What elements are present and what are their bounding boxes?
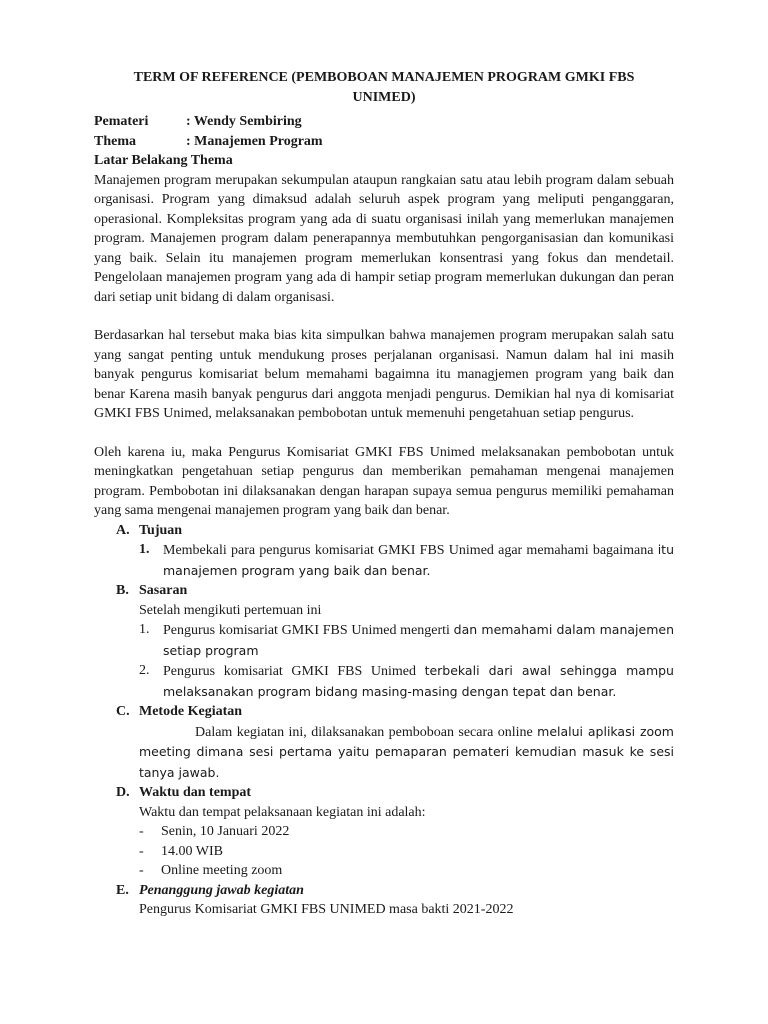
- item-text-serif: Pengurus komisariat GMKI FBS Unimed: [163, 664, 425, 679]
- section-e-title: Penanggung jawab kegiatan: [139, 882, 304, 898]
- section-d-title: Waktu dan tempat: [139, 785, 252, 800]
- list-item: [139, 620, 674, 661]
- section-c-body: [94, 722, 674, 784]
- section-c-text: [139, 722, 674, 784]
- title-line-2: UNIMED): [352, 90, 416, 105]
- section-e-body: [94, 900, 674, 920]
- dash-mark: -: [139, 824, 144, 839]
- schedule-day: Senin, 10 Januari 2022: [161, 824, 290, 839]
- section-b-letter: B.: [116, 583, 129, 598]
- background-heading: Latar Belakang Thema: [94, 153, 233, 168]
- list-number: 2.: [139, 663, 150, 678]
- item-text-sans: dan memahami dalam manajemen setiap program: [163, 622, 674, 658]
- schedule-place: Online meeting zoom: [161, 863, 283, 878]
- item-text-sans: terbekali dari awal sehingga mampu melaksanakan program bidang masing-masing dengan tepat dan benar.: [163, 663, 674, 699]
- dash-mark: -: [139, 863, 144, 878]
- section-c-letter: C.: [116, 704, 130, 719]
- list-item: [139, 540, 674, 581]
- meta-theme: [94, 132, 674, 152]
- section-b-title: Sasaran: [139, 583, 188, 598]
- list-item: [139, 861, 674, 881]
- list-item: [139, 822, 674, 842]
- section-e-text: Pengurus Komisariat GMKI FBS UNIMED masa bakti 2021-2022: [139, 902, 514, 917]
- document-title: [94, 68, 674, 108]
- section-b-intro: Setelah mengikuti pertemuan ini: [139, 602, 322, 618]
- section-c-title: Metode Kegiatan: [139, 704, 243, 719]
- dash-mark: -: [139, 843, 144, 859]
- schedule-time: 14.00 WIB: [161, 843, 223, 859]
- item-text-sans: itu manajemen program yang baik dan benar.: [163, 542, 674, 578]
- meta-speaker-value: : Wendy Sembiring: [186, 114, 302, 129]
- title-line-1: TERM OF REFERENCE (PEMBOBOAN MANAJEMEN PROGRAM GMKI FBS: [133, 70, 635, 85]
- paragraph-1: Manajemen program merupakan sekumpulan ataupun rangkaian satu atau lebih program dalam sebuah organisasi. Program yang dimaksud adalah seluruh aspek program yang meliputi penganggaran, operasional. Kompleksitas program yang ada di suatu organisasi inilah yang memerlukan manajemen program. Manajemen program dalam penerapannya membutuhkan pengorganisasian dan komunikasi yang baik. Selain itu manajemen program memerlukan konsentrasi yang fokus dan mendetail. Pengelolaan manajemen program yang ada di hampir setiap program memerlukan dukungan dan peran dari setiap unit bidang di dalam organisasi.: [94, 172, 674, 305]
- section-c-text-sans: melalui aplikasi zoom meeting dimana sesi pertama yaitu pemaparan pemateri kemudian masuk ke sesi tanya jawab.: [139, 723, 674, 780]
- section-d-letter: D.: [116, 785, 130, 800]
- section-c-header: [94, 702, 674, 722]
- section-d-intro: Waktu dan tempat pelaksanaan kegiatan ini adalah:: [139, 804, 426, 820]
- section-a-title: Tujuan: [139, 522, 183, 538]
- paragraph-2: Berdasarkan hal tersebut maka bias kita simpulkan bahwa manajemen program merupakan salah satu yang sangat penting untuk mendukung proses perjalanan organisasi. Namun dalam hal ini masih banyak pengurus komisariat belum memahami bagaimna itu managjemen program yang baik dan benar Karena masih banyak pengurus dari anggota menjadi pengurus. Demikian hal nya di komisariat GMKI FBS Unimed, melaksanakan pembobotan untuk memenuhi pengetahuan setiap pengurus.: [94, 328, 674, 421]
- section-d-body: [94, 803, 674, 881]
- item-text-serif: Pengurus komisariat GMKI FBS Unimed mengerti: [163, 623, 454, 638]
- section-a-header: [94, 521, 674, 541]
- section-a-body: [94, 540, 674, 581]
- list-number: 1.: [139, 622, 150, 637]
- meta-theme-key: Thema: [94, 133, 136, 149]
- section-e-letter: E.: [116, 882, 129, 898]
- meta-theme-value: : Manajemen Program: [186, 133, 323, 149]
- section-c-text-serif: Dalam kegiatan ini, dilaksanakan pemboboan secara online: [195, 724, 538, 740]
- list-item: [139, 842, 674, 862]
- section-e-header: [94, 881, 674, 901]
- section-d-header: [94, 783, 674, 803]
- paragraph-3: Oleh karena iu, maka Pengurus Komisariat GMKI FBS Unimed melaksanakan pembobotan untuk meningkatkan pengetahuan setiap pengurus dan memberikan pemahaman mengenai manajemen program. Pembobotan ini dilaksanakan dengan harapan supaya semua pengurus memiliki pemahaman yang sama mengenai manajemen program yang baik dan benar.: [94, 444, 674, 518]
- section-b-body: [94, 601, 674, 703]
- section-a-letter: A.: [116, 522, 130, 538]
- list-item: [139, 661, 674, 702]
- section-b-header: [94, 581, 674, 601]
- meta-speaker: [94, 112, 674, 132]
- list-number: 1.: [139, 542, 150, 557]
- item-text-serif: Membekali para pengurus komisariat GMKI FBS Unimed agar memahami bagaimana: [163, 543, 658, 558]
- meta-speaker-key: Pemateri: [94, 114, 149, 129]
